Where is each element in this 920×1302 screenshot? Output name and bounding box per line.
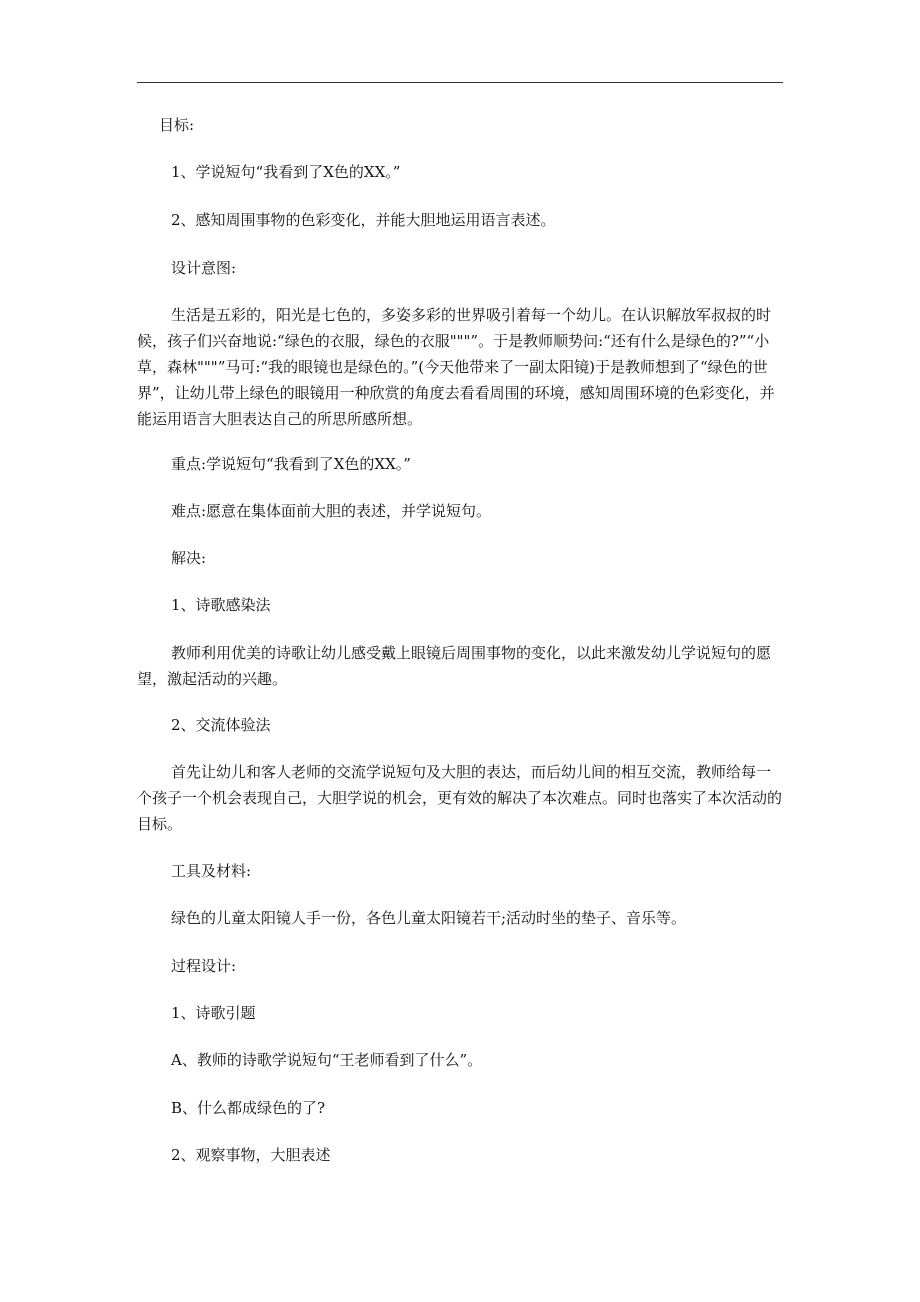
paragraph-process-2: 2、观察事物，大胆表述 — [171, 1146, 331, 1164]
paragraph-method-1-body: 教师利用优美的诗歌让幼儿感受戴上眼镜后周围事物的变化，以此来激发幼儿学说短句的愿望，激起活动的兴趣。 — [137, 644, 772, 688]
paragraph-method-2-title: 2、交流体验法 — [171, 716, 271, 734]
paragraph-materials-body: 绿色的儿童太阳镜人手一份，各色儿童太阳镜若干;活动时坐的垫子、音乐等。 — [171, 909, 687, 927]
paragraph-method-2-body: 首先让幼儿和客人老师的交流学说短句及大胆的表达，而后幼儿间的相互交流，教师给每一个孩子一个机会表现自己，大胆学说的机会，更有效的解决了本次难点。同时也落实了本次活动的目标。 — [137, 763, 783, 833]
paragraph-materials-heading: 工具及材料: — [171, 862, 252, 880]
paragraph-design-heading: 设计意图: — [171, 259, 237, 277]
paragraph-process-1: 1、诗歌引题 — [171, 1004, 256, 1022]
paragraph-design-body: 生活是五彩的，阳光是七色的，多姿多彩的世界吸引着每一个幼儿。在认识解放军叔叔的时候，孩子们兴奋地说:“绿色的衣服，绿色的衣服"""”。于是教师顺势问:“还有什么是绿色的?”“小草，森林"""”马可:“我的眼镜也是绿色的。”(今天他带来了一副太阳镜)于是教师想到了“绿色的世界”，让幼儿带上绿色的眼镜用一种欣赏的角度去看看周围的环境，感知周围环境的色彩变化，并能运用语言大胆表达自己的所思所感所想。 — [137, 306, 775, 428]
paragraph-difficulty: 难点:愿意在集体面前大胆的表述，并学说短句。 — [171, 502, 492, 520]
paragraph-process-1a: A、教师的诗歌学说短句“王老师看到了什么”。 — [171, 1051, 483, 1069]
paragraph-goal-2: 2、感知周围事物的色彩变化，并能大胆地运用语言表述。 — [171, 211, 556, 229]
header-rule — [137, 82, 783, 83]
paragraph-key-point: 重点:学说短句“我看到了X色的XX。” — [171, 455, 411, 473]
paragraph-process-heading: 过程设计: — [171, 957, 237, 975]
paragraph-goal-1: 1、学说短句“我看到了X色的XX。” — [171, 163, 401, 181]
paragraph-goal-heading: 目标: — [159, 116, 195, 134]
paragraph-solution-heading: 解决: — [171, 549, 207, 567]
paragraph-process-1b: B、什么都成绿色的了? — [171, 1099, 326, 1117]
paragraph-method-1-title: 1、诗歌感染法 — [171, 596, 271, 614]
